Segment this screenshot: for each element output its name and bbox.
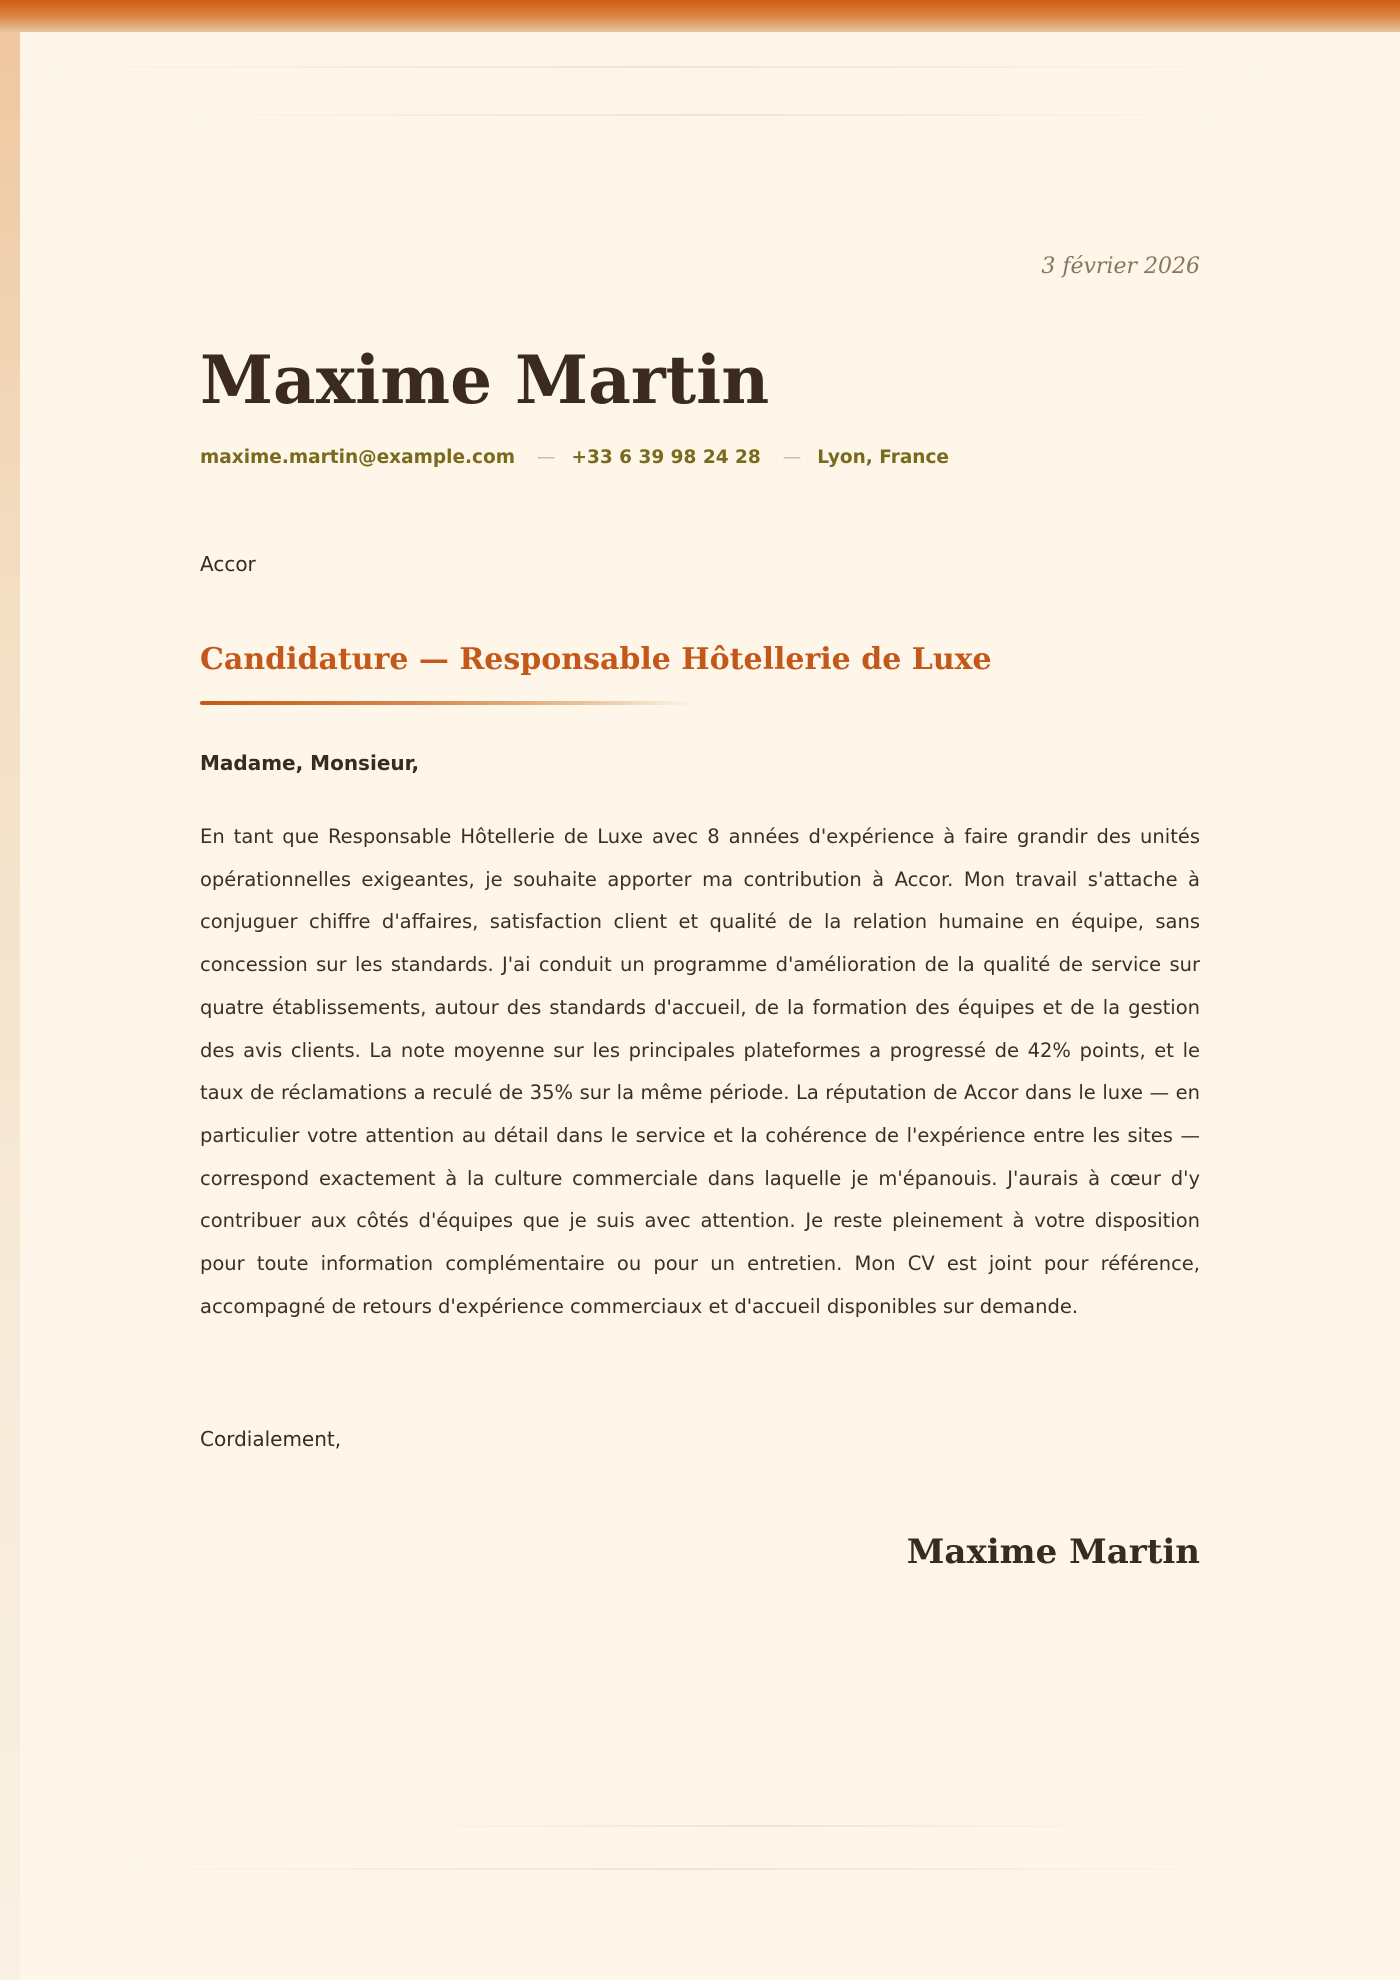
decorative-line <box>40 66 1270 68</box>
closing: Cordialement, <box>200 1427 342 1451</box>
recipient-company: Accor <box>200 552 256 576</box>
contact-separator: — <box>536 447 556 468</box>
letter-body: En tant que Responsable Hôtellerie de Luxe avec 8 années d'expérience à faire grandir des unités opérationnelles exigeantes, je souhaite apporter ma contribution à Accor. Mon travail s'attache à conjuguer chiffre d'affaires, satisfaction client et qualité de la relation humaine en équipe, sans concession sur les standards. J'ai conduit un programme d'amélioration de la qualité de service sur quatre établissements, autour des standards d'accueil, de la formation des équipes et de la gestion des avis clients. La note moyenne sur les principales plateformes a progressé de 42% points, et le taux de réclamations a reculé de 35% sur la même période. La réputation de Accor dans le luxe — en particulier votre attention au détail dans le service et la cohérence de l'expérience entre les sites — correspond exactement à la culture commerciale dans laquelle je m'épanouis. J'aurais à cœur d'y contribuer aux côtés d'équipes que je suis avec attention. Je reste pleinement à votre disposition pour toute information complémentaire ou pour un entretien. Mon CV est joint pour référence, accompagné de retours d'expérience commerciaux et d'accueil disponibles sur demande. <box>200 825 1200 1318</box>
top-accent-bar <box>0 0 1400 32</box>
sender-phone[interactable]: +33 6 39 98 24 28 <box>571 447 761 468</box>
contact-separator: — <box>782 447 802 468</box>
sender-email[interactable]: maxime.martin@example.com <box>200 447 515 468</box>
subject-underline <box>200 701 695 705</box>
sender-name: Maxime Martin <box>200 341 770 419</box>
left-accent-strip <box>0 32 20 1980</box>
salutation: Madame, Monsieur, <box>200 751 420 775</box>
decorative-line <box>110 1868 1260 1870</box>
signature: Maxime Martin <box>906 1532 1200 1572</box>
letter-date: 3 février 2026 <box>1041 254 1200 279</box>
decorative-line <box>390 1825 1130 1827</box>
decorative-line <box>180 114 1220 116</box>
letter-subject: Candidature — Responsable Hôtellerie de Luxe <box>200 642 992 677</box>
contact-line <box>200 447 949 468</box>
sender-location: Lyon, France <box>817 447 949 468</box>
